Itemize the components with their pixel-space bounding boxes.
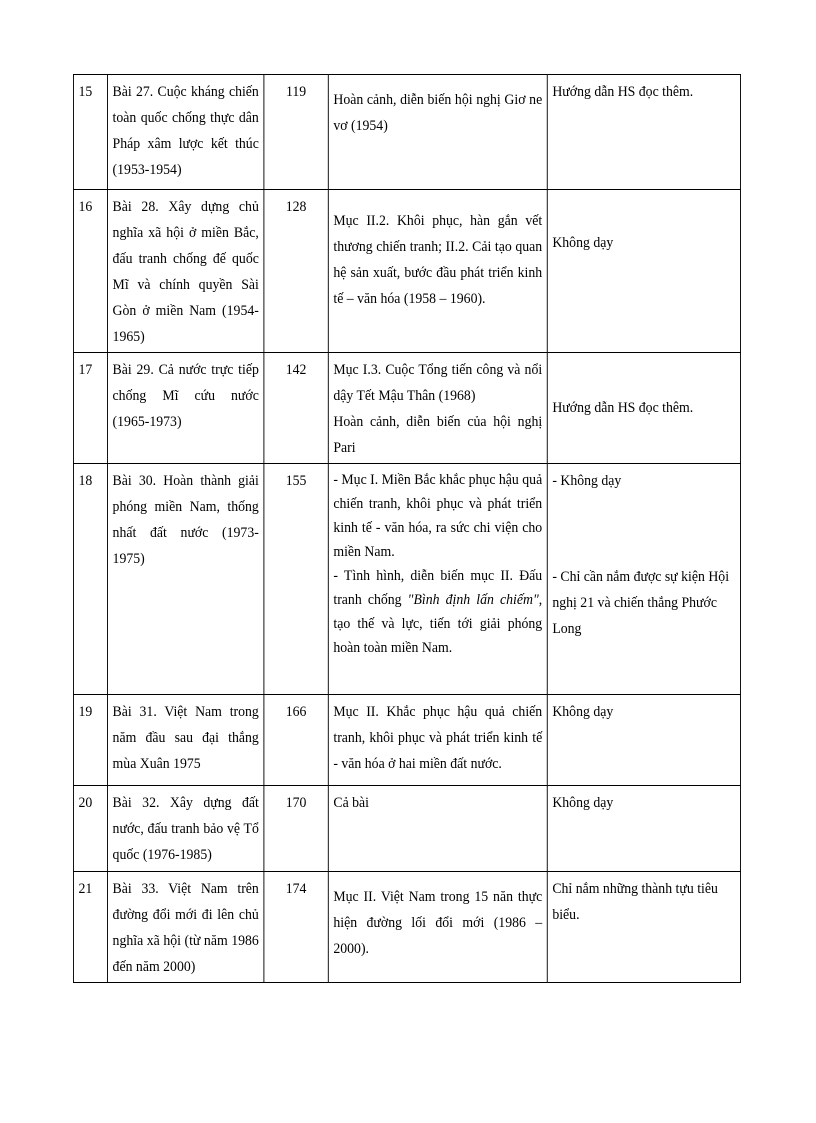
page-number: 142: [264, 353, 328, 464]
page-number: 174: [264, 872, 328, 983]
note-cell: Không dạy: [547, 695, 740, 786]
content-cell: [328, 353, 547, 464]
content-text: [333, 564, 542, 660]
lesson-title: Bài 27. Cuộc kháng chiến toàn quốc chống thực dân Pháp xâm lược kết thúc (1953-1954): [108, 75, 264, 190]
note-spacer: [552, 494, 735, 564]
content-cell: [328, 872, 547, 983]
row-number: 19: [73, 695, 107, 786]
lesson-title: Bài 29. Cả nước trực tiếp chống Mĩ cứu nước (1965-1973): [108, 353, 264, 464]
page-number: 155: [264, 464, 328, 695]
content-text: Hoàn cảnh, diễn biến hội nghị Giơ ne vơ (1954): [333, 92, 543, 134]
note-cell: Chỉ nắm những thành tựu tiêu biểu.: [547, 872, 740, 983]
lesson-title: Bài 31. Việt Nam trong năm đầu sau đại thắng mùa Xuân 1975: [108, 695, 264, 786]
table-row: [73, 75, 740, 190]
note-text: Hướng dẫn HS đọc thêm.: [552, 400, 694, 416]
lesson-title: Bài 28. Xây dựng chủ nghĩa xã hội ở miền Bắc, đấu tranh chống đế quốc Mĩ và chính quyền Sài Gòn ở miền Nam (1954-1965): [108, 190, 264, 353]
row-number: 16: [73, 190, 107, 353]
content-text: Mục II. Việt Nam trong 15 năn thực hiện đường lối đổi mới (1986 – 2000).: [333, 889, 543, 957]
content-text: Mục II. Khắc phục hậu quả chiến tranh, khôi phục và phát triển kinh tế - văn hóa ở hai miền đất nước.: [328, 695, 547, 786]
content-text: Cả bài: [328, 786, 547, 872]
table-row: [73, 190, 740, 353]
curriculum-table: [73, 74, 741, 983]
row-number: 21: [73, 872, 107, 983]
row-number: 18: [73, 464, 107, 695]
note-text: - Chỉ cần nắm được sự kiện Hội nghị 21 và chiến thắng Phước Long: [552, 569, 730, 637]
table-row: [73, 786, 740, 872]
table-row: [73, 353, 740, 464]
note-cell: [547, 353, 740, 464]
page-number: 119: [264, 75, 328, 190]
content-cell: [328, 464, 547, 695]
note-text: Không dạy: [552, 235, 614, 251]
table-row: [73, 695, 740, 786]
note-cell: Hướng dẫn HS đọc thêm.: [547, 75, 740, 190]
note-cell: [547, 464, 740, 695]
content-cell: [328, 190, 547, 353]
note-cell: Không dạy: [547, 786, 740, 872]
lesson-title: Bài 30. Hoàn thành giải phóng miền Nam, thống nhất đất nước (1973-1975): [108, 464, 264, 695]
note-cell: [547, 190, 740, 353]
note-text: - Không dạy: [552, 473, 622, 489]
content-text: - Mục I. Miền Bắc khắc phục hậu quả chiến tranh, khôi phục và phát triển kinh tế - văn hóa, ra sức chi viện cho miền Nam.: [333, 472, 543, 560]
content-text: Mục I.3. Cuộc Tổng tiến công và nổi dậy Tết Mậu Thân (1968): [333, 362, 543, 404]
row-number: 17: [73, 353, 107, 464]
page-number: 128: [264, 190, 328, 353]
content-text: Mục II.2. Khôi phục, hàn gắn vết thương chiến tranh; II.2. Cải tạo quan hệ sản xuất, bước đầu phát triển kinh tế – văn hóa (1958 – 1960).: [333, 213, 543, 307]
content-text: Hoàn cảnh, diễn biến của hội nghị Pari: [333, 414, 543, 456]
lesson-title: Bài 33. Việt Nam trên đường đổi mới đi lên chủ nghĩa xã hội (từ năm 1986 đến năm 2000): [108, 872, 264, 983]
row-number: 15: [73, 75, 107, 190]
page-number: 170: [264, 786, 328, 872]
table-row: [73, 464, 740, 695]
page-number: 166: [264, 695, 328, 786]
content-text-emphasis: "Bình định lấn chiếm": [407, 592, 539, 608]
content-cell: [328, 75, 547, 190]
lesson-title: Bài 32. Xây dựng đất nước, đấu tranh bảo vệ Tổ quốc (1976-1985): [108, 786, 264, 872]
content-text-part: - Tình hình, diễn biến mục II. Đấu tranh chống: [333, 568, 543, 608]
row-number: 20: [73, 786, 107, 872]
table-row: [73, 872, 740, 983]
content-text-part: , tạo thế và lực, tiến tới giải phóng hoàn toàn miền Nam.: [333, 592, 543, 656]
